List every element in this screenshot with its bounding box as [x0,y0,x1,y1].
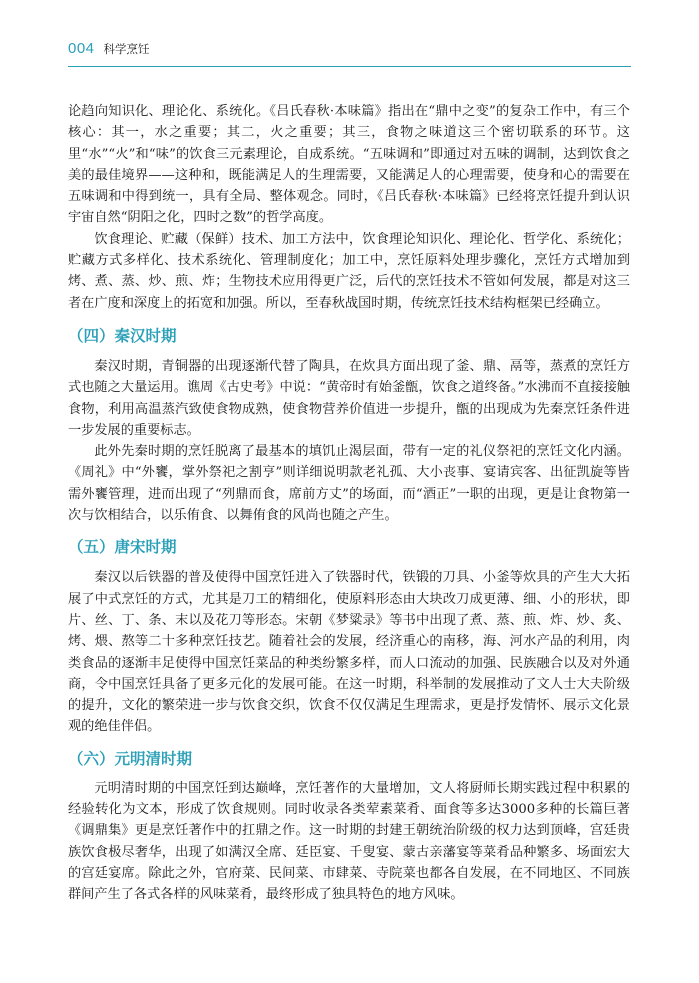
paragraph: 秦汉时期，青铜器的出现逐渐代替了陶具，在炊具方面出现了釜、鼎、鬲等，蒸煮的烹饪方式也随之大量运用。谯周《古史考》中说：“黄帝时有始釜甑，饮食之道终备。”水沸而不直接接触食物，利用高温蒸汽致使食物成熟，使食物营养价值进一步提升，甑的出现成为先秦烹饪条件进一步发展的重要标志。 [68,358,630,438]
page-header [68,40,150,57]
paragraph: 秦汉以后铁器的普及使得中国烹饪进入了铁器时代，铁锻的刀具、小釜等炊具的产生大大拓展了中式烹饪的方式，尤其是刀工的精细化，使原料形态由大块改刀成更薄、细、小的形状，即片、丝、丁、条、末以及花刀等形态。宋朝《梦粱录》等书中出现了煮、蒸、煎、炸、炒、炙、烤、煨、熬等二十多种烹饪技艺。随着社会的发展，经济重心的南移，海、河水产品的利用，肉类食品的逐渐丰足使得中国烹饪菜品的种类纷繁多样，而人口流动的加强、民族融合以及对外通商，令中国烹饪具备了更多元化的发展可能。在这一时期，科举制的发展推动了文人士大夫阶级的提升，文化的繁荣进一步与饮食交织，饮食不仅仅满足生理需求，更是抒发情怀、展示文化景观的绝佳伴侣。 [68,570,630,735]
running-header-title: 科学烹饪 [103,42,150,56]
header-rule [68,66,631,67]
paragraph: 此外先秦时期的烹饪脱离了最基本的填饥止渴层面，带有一定的礼仪祭祀的烹饪文化内涵。《周礼》中“外饔，掌外祭祀之割亨”则详细说明款老礼孤、大小丧事、宴请宾客、出征凯旋等皆需外饔管理，进而出现了“列鼎而食，席前方丈”的场面，而“酒正”一职的出现，更是让食物第一次与饮相结合，以乐侑食、以舞侑食的风尚也随之产生。 [68,444,630,524]
page-number: 004 [68,40,95,57]
section-heading-yuan-ming-qing: （六）元明清时期 [68,749,193,768]
section-heading-qin-han: （四）秦汉时期 [68,326,177,345]
section-heading-tang-song: （五）唐宋时期 [68,538,177,557]
body-text [68,101,630,906]
paragraph: 论趋向知识化、理论化、系统化。《吕氏春秋·本味篇》指出在“鼎中之变”的复杂工作中，有三个核心：其一，水之重要；其二，火之重要；其三，食物之味道这三个密切联系的环节。这里“水”“火”和“味”的饮食三元素理论，自成系统。“五味调和”即通过对五味的调制，达到饮食之美的最佳境界——这种和，既能满足人的生理需要，又能满足人的心理需要，使身和心的需要在五味调和中得到统一，具有全局、整体观念。同时，《吕氏春秋·本味篇》已经将烹饪提升到认识宇宙自然“阴阳之化，四时之数”的哲学高度。 [68,104,630,226]
paragraph: 元明清时期的中国烹饪到达巅峰，烹饪著作的大量增加，文人将厨师长期实践过程中积累的经验转化为文本，形成了饮食规则。同时收录各类荤素菜肴、面食等多达3000多种的长篇巨著《调鼎集》更是烹饪著作中的扛鼎之作。这一时期的封建王朝统治阶级的权力达到顶峰，宫廷贵族饮食极尽奢华，出现了如满汉全席、廷臣宴、千叟宴、蒙古亲藩宴等菜肴品种繁多、场面宏大的宫廷宴席。除此之外，官府菜、民间菜、市肆菜、寺院菜也都各自发展，在不同地区、不同族群间产生了各式各样的风味菜肴，最终形成了独具特色的地方风味。 [68,780,630,903]
paragraph: 饮食理论、贮藏（保鲜）技术、加工方法中，饮食理论知识化、理论化、哲学化、系统化；贮藏方式多样化、技术系统化、管理制度化；加工中，烹饪原料处理步骤化，烹饪方式增加到烤、煮、蒸、炒、煎、炸；生物技术应用得更广泛，后代的烹饪技术不管如何发展，都是对这三者在广度和深度上的拓宽和加强。所以，至春秋战国时期，传统烹饪技术结构框架已经确立。 [68,231,630,311]
